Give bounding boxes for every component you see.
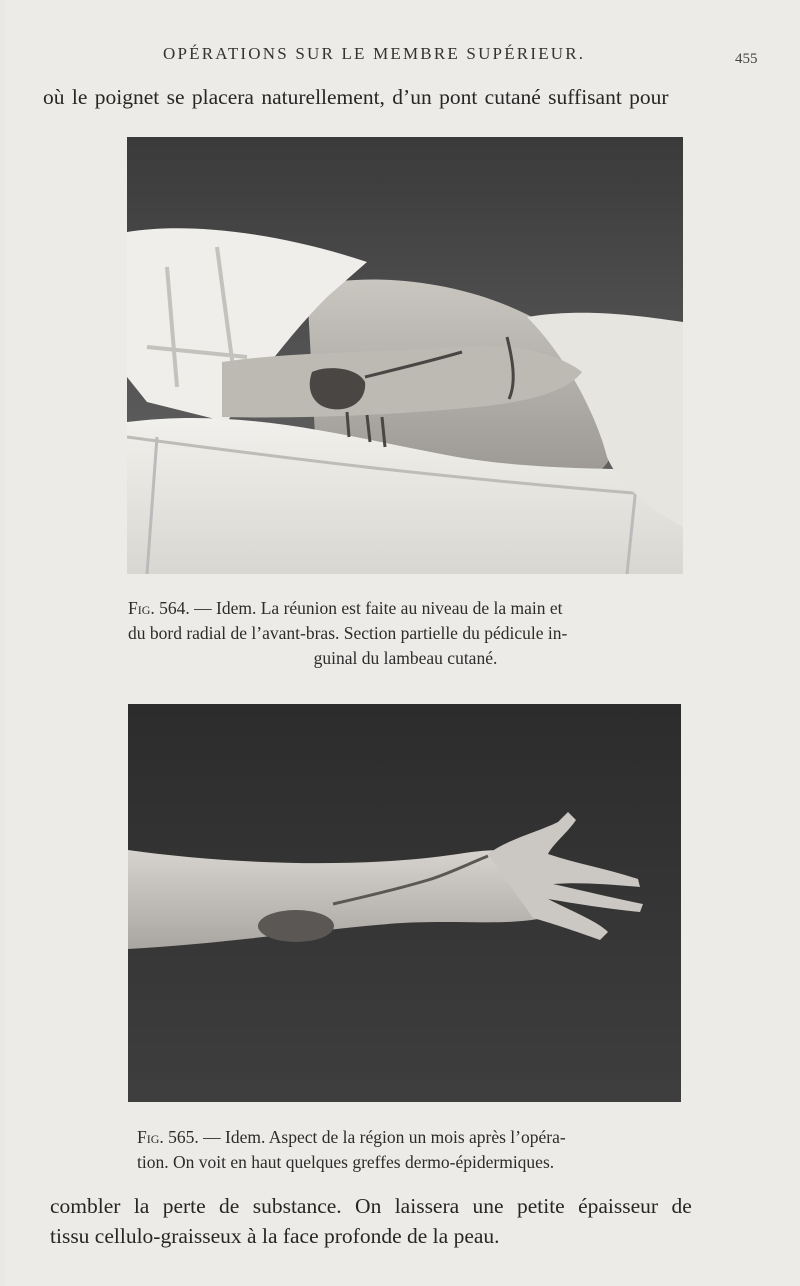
figure-564-caption-text-1: — Idem. La réunion est faite au niveau de la main et bbox=[194, 598, 563, 618]
book-page bbox=[6, 0, 800, 1286]
figure-564-photo bbox=[127, 137, 683, 574]
body-text-bottom-line-2: tissu cellulo-graisseux à la face profonde de la peau. bbox=[50, 1224, 500, 1248]
figure-565-label: Fig. 565. bbox=[137, 1127, 199, 1147]
body-text-bottom-line-1: combler la perte de substance. On laissera une petite épaisseur de bbox=[50, 1194, 692, 1218]
running-head: OPÉRATIONS SUR LE MEMBRE SUPÉRIEUR. bbox=[163, 44, 586, 63]
figure-565-caption-line-2: tion. On voit en haut quelques greffes dermo-épidermiques. bbox=[137, 1152, 555, 1172]
figure-565-illustration bbox=[128, 704, 681, 1102]
figure-565-caption-line-1 bbox=[137, 1125, 697, 1150]
page-number: 455 bbox=[735, 51, 758, 67]
figure-565-photo bbox=[128, 704, 681, 1102]
figure-564-illustration bbox=[127, 137, 683, 574]
figure-564-caption-line-3: guinal du lambeau cutané. bbox=[313, 648, 498, 668]
figure-564-caption-line-2: du bord radial de l’avant-bras. Section partielle du pédicule in- bbox=[128, 623, 568, 643]
figure-564-caption-line-1 bbox=[128, 596, 683, 621]
figure-565-caption bbox=[137, 1125, 697, 1175]
figure-564-label: Fig. 564. bbox=[128, 598, 190, 618]
figure-564-caption bbox=[128, 596, 683, 671]
figure-565-caption-text-1: — Idem. Aspect de la région un mois après l’opéra- bbox=[203, 1127, 566, 1147]
body-text-top-line: où le poignet se placera naturellement, d’un pont cutané suffisant pour bbox=[43, 85, 669, 109]
